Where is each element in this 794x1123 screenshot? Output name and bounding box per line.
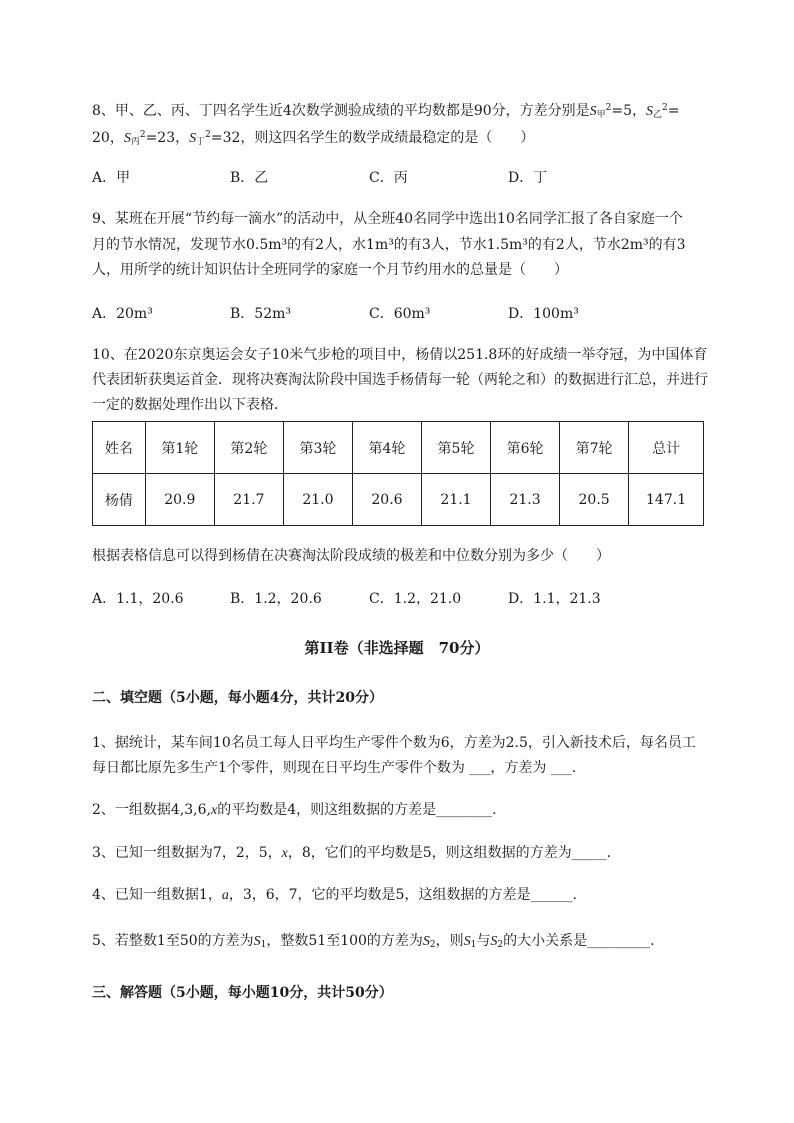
q8-line-1: [92, 98, 680, 125]
sub-1: 1: [260, 940, 267, 950]
fill-q4-text-b: ，3，6，7，它的平均数是5，这组数据的方差是______.: [228, 887, 577, 903]
val-jia: =5，: [611, 103, 647, 119]
fill-section-heading: 二、填空题（5小题，每小题4分，共计20分）: [92, 690, 383, 706]
fill-q1-line-1: 1、据统计，某车间10名员工每人日平均生产零件个数为6，方差为2.5，引入新技术后，每名员工: [92, 735, 696, 751]
sub-bing: 丙: [130, 137, 140, 147]
table-header-cell: 第3轮: [283, 422, 352, 474]
q9-option-c: C．60m³: [369, 306, 431, 322]
table-header-cell: 总计: [629, 422, 704, 474]
table-cell: 147.1: [629, 474, 704, 526]
q10-option-b: B．1.2，20.6: [230, 591, 322, 607]
table-header-row: [93, 422, 704, 474]
var-x: x: [210, 803, 218, 818]
fill-q2-text-a: 2、一组数据4,3,6,: [92, 802, 211, 818]
q8-option-d: D．丁: [508, 170, 548, 186]
q8-option-c: C．丙: [369, 170, 408, 186]
var-s: S: [463, 934, 471, 949]
q10-line-2: 代表团斩获奥运首金．现将决赛淘汰阶段中国选手杨倩每一轮（两轮之和）的数据进行汇总，并进行: [92, 372, 708, 388]
q8-option-a: A．甲: [92, 170, 131, 186]
q8-line-2: [92, 125, 534, 152]
table-cell: 20.5: [560, 474, 629, 526]
table-header-cell: 第5轮: [421, 422, 490, 474]
fill-q2: [92, 800, 497, 821]
q10-line-3: 一定的数据处理作出以下表格．: [92, 397, 288, 413]
sub-1: 1: [470, 940, 477, 950]
fill-q3: [92, 843, 611, 864]
fill-q4: [92, 885, 577, 906]
table-row: [93, 474, 704, 526]
table-header-cell: 姓名: [93, 422, 146, 474]
table-cell: 21.0: [283, 474, 352, 526]
answer-section-heading: 三、解答题（5小题，每小题10分，共计50分）: [92, 985, 393, 1001]
table-header-cell: 第7轮: [560, 422, 629, 474]
var-a: a: [221, 888, 229, 903]
val-yi-end: 20，: [92, 130, 124, 146]
score-table: [92, 421, 704, 526]
fill-q3-text-b: ，8，它们的平均数是5，则这组数据的方差为_____.: [287, 845, 612, 861]
fill-q1-line-2: 每日都比原先多生产1个零件，则现在日平均生产零件个数为 ___，方差为 ___.: [92, 760, 577, 776]
q10-option-d: D．1.1，21.3: [508, 591, 601, 607]
var-s: S: [253, 934, 261, 949]
sub-2: 2: [429, 940, 436, 950]
fill-q5-text-c: ，则: [435, 933, 464, 949]
fill-q5: [92, 931, 655, 955]
sub-yi: 乙: [653, 110, 663, 120]
q9-option-d: D．100m³: [508, 306, 579, 322]
sup-2: 2: [205, 130, 211, 140]
fill-q5-text-b: ，整数51至100的方差为: [266, 933, 423, 949]
fill-q4-text-a: 4、已知一组数据1，: [92, 887, 222, 903]
var-s: S: [646, 104, 654, 119]
q10-line-1: 10、在2020东京奥运会女子10米气步枪的项目中，杨倩以251.8环的好成绩一举夺冠，为中国体育: [92, 347, 708, 363]
q8-text: 8、甲、乙、丙、丁四名学生近4次数学测验成绩的平均数都是90分，方差分别是: [92, 103, 590, 119]
var-s: S: [123, 131, 131, 146]
fill-q5-text-e: 的大小关系是_________.: [503, 933, 655, 949]
var-s: S: [490, 934, 498, 949]
q9-line-2: 月的节水情况，发现节水0.5m³的有2人，水1m³的有3人，节水1.5m³的有2人，节水2m³的有3: [92, 237, 686, 253]
var-x: x: [281, 846, 288, 861]
table-header-cell: 第4轮: [352, 422, 421, 474]
q9-option-a: A．20m³: [92, 306, 153, 322]
table-header-cell: 第2轮: [214, 422, 283, 474]
sub-2: 2: [497, 940, 504, 950]
table-cell: 20.9: [145, 474, 214, 526]
q9-option-b: B．52m³: [230, 306, 291, 322]
q10-question: 根据表格信息可以得到杨倩在决赛淘汰阶段成绩的极差和中位数分别为多少（ ）: [92, 548, 610, 564]
q9-line-1: 9、某班在开展“节约每一滴水”的活动中，从全班40名同学中选出10名同学汇报了各自家庭一个: [92, 211, 683, 227]
fill-q5-text-a: 5、若整数1至50的方差为: [92, 933, 254, 949]
var-s: S: [589, 104, 597, 119]
part-2-title: 第II卷（非选择题 70分）: [304, 639, 490, 657]
val-bing: =23，: [145, 130, 190, 146]
sup-2: 2: [139, 130, 146, 140]
sup-2: 2: [662, 103, 668, 113]
q8-option-b: B．乙: [230, 170, 269, 186]
val-ding: =32，则这四名学生的数学成绩最稳定的是（ ）: [210, 130, 535, 146]
q10-option-a: A．1.1，20.6: [92, 591, 184, 607]
q9-line-3: 人，用所学的统计知识估计全班同学的家庭一个月节约用水的总量是（ ）: [92, 262, 568, 278]
table-cell: 21.7: [214, 474, 283, 526]
fill-q2-text-b: 的平均数是4，则这组数据的方差是________.: [217, 802, 497, 818]
q10-option-c: C．1.2，21.0: [369, 591, 462, 607]
sub-ding: 丁: [196, 137, 206, 147]
table-cell: 21.3: [491, 474, 560, 526]
sub-jia: 甲: [596, 110, 606, 120]
table-cell: 杨倩: [93, 474, 146, 526]
table-cell: 21.1: [421, 474, 490, 526]
table-header-cell: 第1轮: [145, 422, 214, 474]
table-header-cell: 第6轮: [491, 422, 560, 474]
var-s: S: [422, 934, 430, 949]
sup-2: 2: [605, 103, 612, 113]
var-s: S: [189, 131, 197, 146]
fill-q3-text-a: 3、已知一组数据为7，2，5，: [92, 845, 282, 861]
fill-q5-text-d: 与: [476, 933, 491, 949]
val-yi-start: =: [667, 103, 680, 119]
table-cell: 20.6: [352, 474, 421, 526]
